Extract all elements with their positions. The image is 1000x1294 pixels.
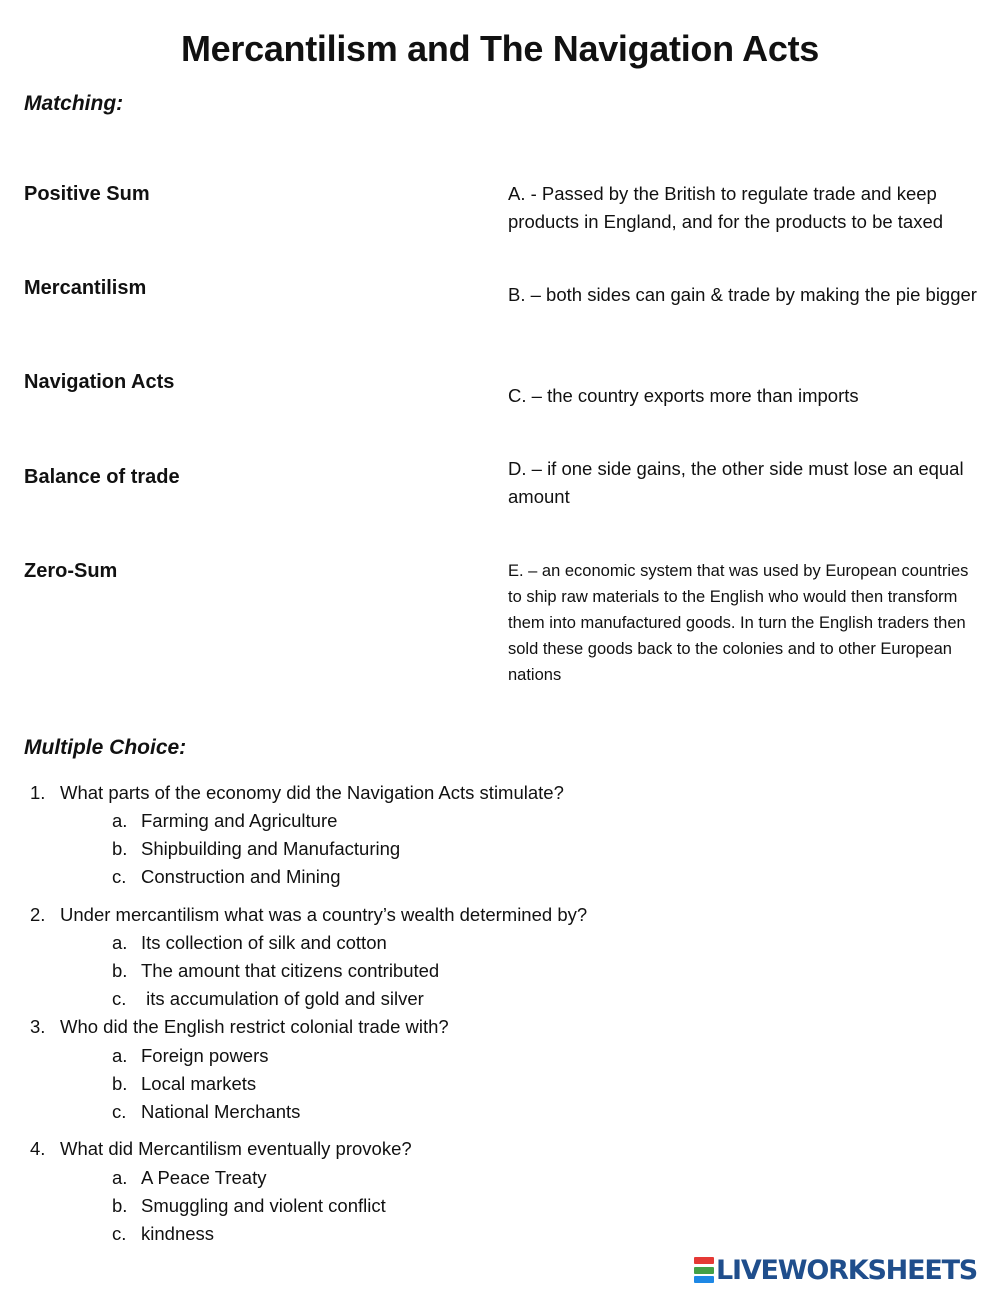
option-letter: a. <box>112 1167 128 1188</box>
answer-option[interactable] <box>112 1192 386 1220</box>
answer-option[interactable] <box>112 1164 266 1192</box>
option-text: kindness <box>141 1223 215 1244</box>
answer-option[interactable] <box>112 957 439 985</box>
question <box>30 779 564 807</box>
question-number: 4. <box>30 1138 46 1159</box>
matching-definition[interactable]: E. – an economic system that was used by European countries to ship raw materials to the English who would then transform them into manufactured goods. In turn the English traders then sold these goods back to the colonies and to other European nations <box>508 562 969 684</box>
option-letter: a. <box>112 1045 128 1066</box>
matching-term[interactable]: Zero-Sum <box>24 560 118 582</box>
answer-option[interactable] <box>112 1098 300 1126</box>
question-number: 3. <box>30 1016 46 1037</box>
matching-definition[interactable]: C. – the country exports more than imports <box>508 385 859 406</box>
question-number: 2. <box>30 904 46 925</box>
option-text: Farming and Agriculture <box>141 810 338 831</box>
option-text: Smuggling and violent conflict <box>141 1195 386 1216</box>
option-text: Shipbuilding and Manufacturing <box>141 838 401 859</box>
option-text: Local markets <box>141 1073 257 1094</box>
answer-option[interactable] <box>112 1220 214 1248</box>
answer-option[interactable] <box>112 1042 269 1070</box>
option-letter: a. <box>112 810 128 831</box>
answer-option[interactable] <box>112 929 387 957</box>
option-text: its accumulation of gold and silver <box>141 988 424 1009</box>
option-letter: c. <box>112 866 127 887</box>
question <box>30 1135 412 1163</box>
option-letter: c. <box>112 1101 127 1122</box>
logo-bar-red <box>694 1257 714 1264</box>
matching-definition[interactable]: A. - Passed by the British to regulate trade and keep products in England, and for the products to be taxed <box>508 183 944 232</box>
option-text: Its collection of silk and cotton <box>141 932 387 953</box>
liveworksheets-logo-icon <box>694 1257 714 1283</box>
logo-bar-blue <box>694 1276 714 1283</box>
option-text: Construction and Mining <box>141 866 341 887</box>
matching-definition[interactable]: D. – if one side gains, the other side must lose an equal amount <box>508 458 964 507</box>
option-letter: b. <box>112 1073 128 1094</box>
page-title: Mercantilism and The Navigation Acts <box>180 28 819 69</box>
option-text: Foreign powers <box>141 1045 269 1066</box>
option-letter: b. <box>112 960 128 981</box>
question-text: Who did the English restrict colonial trade with? <box>60 1016 449 1037</box>
answer-option[interactable] <box>112 835 400 863</box>
answer-option[interactable] <box>112 1070 256 1098</box>
question <box>30 901 587 929</box>
matching-term[interactable]: Positive Sum <box>24 183 150 205</box>
option-letter: b. <box>112 838 128 859</box>
question-text: Under mercantilism what was a country’s wealth determined by? <box>60 904 588 925</box>
option-letter: b. <box>112 1195 128 1216</box>
liveworksheets-logo[interactable] <box>694 1254 977 1286</box>
matching-term[interactable]: Mercantilism <box>24 277 147 299</box>
option-letter: c. <box>112 988 127 1009</box>
matching-term[interactable]: Navigation Acts <box>24 371 175 393</box>
option-text: The amount that citizens contributed <box>141 960 440 981</box>
matching-term[interactable]: Balance of trade <box>24 466 180 488</box>
matching-definition[interactable]: B. – both sides can gain & trade by making the pie bigger <box>508 284 977 305</box>
option-text: National Merchants <box>141 1101 301 1122</box>
logo-bar-green <box>694 1267 714 1274</box>
multiple-choice-heading: Multiple Choice: <box>24 736 187 759</box>
answer-option[interactable] <box>112 807 337 835</box>
answer-option[interactable] <box>112 863 341 891</box>
question-text: What did Mercantilism eventually provoke? <box>60 1138 412 1159</box>
option-letter: c. <box>112 1223 127 1244</box>
question-number: 1. <box>30 782 46 803</box>
logo-text: LIVEWORKSHEETS <box>716 1254 978 1286</box>
question <box>30 1013 449 1041</box>
option-letter: a. <box>112 932 128 953</box>
question-text: What parts of the economy did the Navigation Acts stimulate? <box>60 782 564 803</box>
option-text: A Peace Treaty <box>141 1167 267 1188</box>
answer-option[interactable] <box>112 985 424 1013</box>
matching-heading: Matching: <box>24 92 124 115</box>
